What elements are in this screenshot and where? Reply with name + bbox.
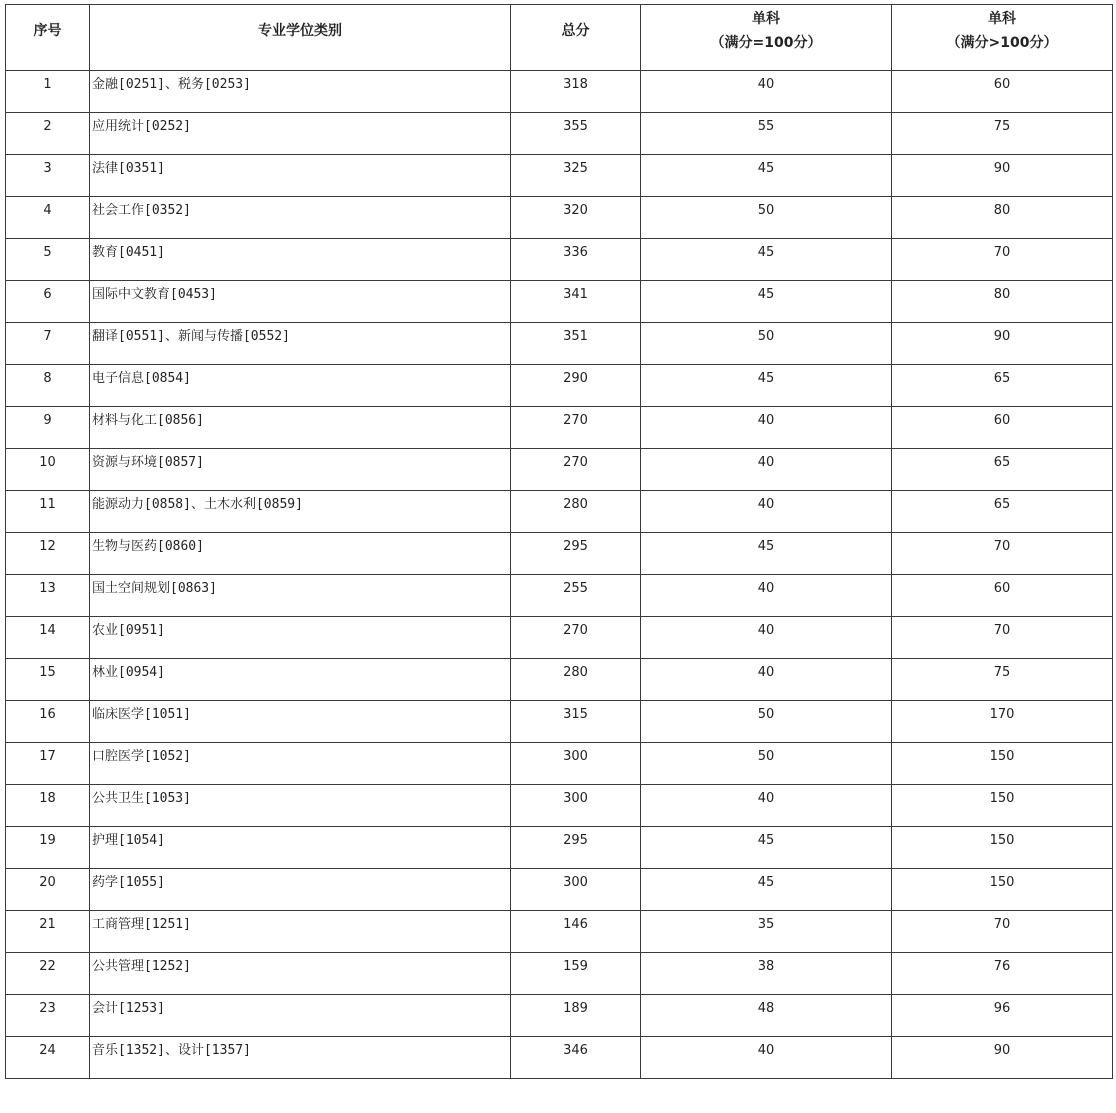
cell-index: 17 [6,743,90,785]
cell-total: 336 [511,239,641,281]
cell-index: 3 [6,155,90,197]
cell-single-over: 70 [892,239,1113,281]
table-row [6,491,1113,533]
cell-index: 15 [6,659,90,701]
cell-total: 351 [511,323,641,365]
cell-category: 资源与环境[0857] [90,449,511,491]
cell-single-100: 45 [641,365,892,407]
cell-single-over: 96 [892,995,1113,1037]
header-index: 序号 [6,5,90,71]
cell-category: 金融[0251]、税务[0253] [90,71,511,113]
cell-total: 300 [511,743,641,785]
table-row [6,1037,1113,1079]
cell-index: 20 [6,869,90,911]
cell-total: 255 [511,575,641,617]
cell-index: 1 [6,71,90,113]
score-table [5,4,1113,1079]
cell-category: 公共卫生[1053] [90,785,511,827]
table-row [6,743,1113,785]
cell-category: 生物与医药[0860] [90,533,511,575]
table-row [6,575,1113,617]
cell-total: 325 [511,155,641,197]
cell-single-over: 150 [892,869,1113,911]
cell-total: 295 [511,827,641,869]
cell-single-100: 40 [641,407,892,449]
cell-single-over: 60 [892,575,1113,617]
cell-index: 4 [6,197,90,239]
cell-category: 教育[0451] [90,239,511,281]
cell-single-over: 90 [892,155,1113,197]
cell-single-over: 65 [892,449,1113,491]
cell-index: 21 [6,911,90,953]
cell-index: 5 [6,239,90,281]
cell-single-100: 45 [641,533,892,575]
cell-category: 林业[0954] [90,659,511,701]
cell-index: 2 [6,113,90,155]
cell-total: 295 [511,533,641,575]
table-row [6,449,1113,491]
cell-single-100: 45 [641,869,892,911]
cell-single-100: 45 [641,239,892,281]
cell-total: 318 [511,71,641,113]
header-single-100-title: 单科 [752,11,780,27]
cell-total: 300 [511,869,641,911]
cell-single-over: 70 [892,911,1113,953]
cell-single-100: 50 [641,743,892,785]
cell-total: 270 [511,617,641,659]
header-row [6,5,1113,71]
cell-index: 9 [6,407,90,449]
header-single-100 [641,5,892,71]
cell-single-100: 50 [641,197,892,239]
cell-single-over: 75 [892,113,1113,155]
table-row [6,71,1113,113]
table-row [6,827,1113,869]
table-row [6,659,1113,701]
cell-category: 能源动力[0858]、土木水利[0859] [90,491,511,533]
cell-index: 23 [6,995,90,1037]
cell-single-over: 60 [892,71,1113,113]
cell-single-100: 40 [641,1037,892,1079]
cell-single-over: 150 [892,827,1113,869]
cell-total: 189 [511,995,641,1037]
cell-index: 22 [6,953,90,995]
cell-category: 电子信息[0854] [90,365,511,407]
cell-single-over: 70 [892,617,1113,659]
cell-single-over: 90 [892,323,1113,365]
cell-single-100: 40 [641,71,892,113]
cell-category: 工商管理[1251] [90,911,511,953]
header-single-over [892,5,1113,71]
table-row [6,365,1113,407]
cell-total: 341 [511,281,641,323]
cell-total: 346 [511,1037,641,1079]
cell-single-100: 45 [641,281,892,323]
cell-index: 11 [6,491,90,533]
cell-single-over: 65 [892,491,1113,533]
cell-index: 18 [6,785,90,827]
cell-single-100: 45 [641,155,892,197]
cell-category: 音乐[1352]、设计[1357] [90,1037,511,1079]
table-row [6,113,1113,155]
cell-index: 16 [6,701,90,743]
cell-total: 270 [511,407,641,449]
header-category: 专业学位类别 [90,5,511,71]
cell-total: 315 [511,701,641,743]
table-row [6,407,1113,449]
cell-category: 护理[1054] [90,827,511,869]
table-row [6,911,1113,953]
cell-total: 300 [511,785,641,827]
cell-category: 国土空间规划[0863] [90,575,511,617]
cell-single-100: 40 [641,785,892,827]
cell-single-100: 45 [641,827,892,869]
table-row [6,785,1113,827]
table-row [6,617,1113,659]
cell-category: 材料与化工[0856] [90,407,511,449]
cell-single-100: 50 [641,323,892,365]
table-row [6,953,1113,995]
table-row [6,239,1113,281]
cell-single-100: 40 [641,617,892,659]
table-row [6,869,1113,911]
cell-index: 14 [6,617,90,659]
cell-index: 7 [6,323,90,365]
cell-single-over: 76 [892,953,1113,995]
table-row [6,533,1113,575]
cell-category: 农业[0951] [90,617,511,659]
cell-single-100: 40 [641,491,892,533]
cell-single-100: 38 [641,953,892,995]
cell-single-over: 150 [892,785,1113,827]
cell-total: 280 [511,491,641,533]
cell-single-100: 40 [641,575,892,617]
cell-category: 应用统计[0252] [90,113,511,155]
cell-single-100: 50 [641,701,892,743]
table-row [6,995,1113,1037]
cell-single-over: 65 [892,365,1113,407]
cell-single-over: 150 [892,743,1113,785]
cell-single-100: 48 [641,995,892,1037]
cell-total: 320 [511,197,641,239]
cell-single-over: 75 [892,659,1113,701]
table-row [6,197,1113,239]
table-row [6,323,1113,365]
table-row [6,155,1113,197]
cell-category: 临床医学[1051] [90,701,511,743]
cell-single-over: 80 [892,197,1113,239]
cell-index: 19 [6,827,90,869]
table-row [6,281,1113,323]
cell-single-over: 170 [892,701,1113,743]
header-single-over-note: （满分>100分） [946,35,1058,51]
cell-total: 355 [511,113,641,155]
cell-single-over: 80 [892,281,1113,323]
cell-category: 社会工作[0352] [90,197,511,239]
cell-total: 159 [511,953,641,995]
cell-single-100: 35 [641,911,892,953]
cell-category: 会计[1253] [90,995,511,1037]
cell-category: 药学[1055] [90,869,511,911]
cell-single-100: 40 [641,659,892,701]
cell-category: 公共管理[1252] [90,953,511,995]
cell-index: 24 [6,1037,90,1079]
cell-category: 翻译[0551]、新闻与传播[0552] [90,323,511,365]
cell-total: 290 [511,365,641,407]
cell-total: 270 [511,449,641,491]
cell-category: 法律[0351] [90,155,511,197]
header-total: 总分 [511,5,641,71]
cell-single-100: 40 [641,449,892,491]
cell-single-over: 70 [892,533,1113,575]
cell-category: 国际中文教育[0453] [90,281,511,323]
cell-category: 口腔医学[1052] [90,743,511,785]
cell-single-100: 55 [641,113,892,155]
cell-total: 146 [511,911,641,953]
table-row [6,701,1113,743]
cell-index: 10 [6,449,90,491]
cell-single-over: 90 [892,1037,1113,1079]
cell-index: 8 [6,365,90,407]
cell-single-over: 60 [892,407,1113,449]
cell-total: 280 [511,659,641,701]
cell-index: 12 [6,533,90,575]
header-single-100-note: （满分=100分） [710,35,822,51]
cell-index: 6 [6,281,90,323]
cell-index: 13 [6,575,90,617]
header-single-over-title: 单科 [988,11,1016,27]
table-body [6,71,1113,1079]
